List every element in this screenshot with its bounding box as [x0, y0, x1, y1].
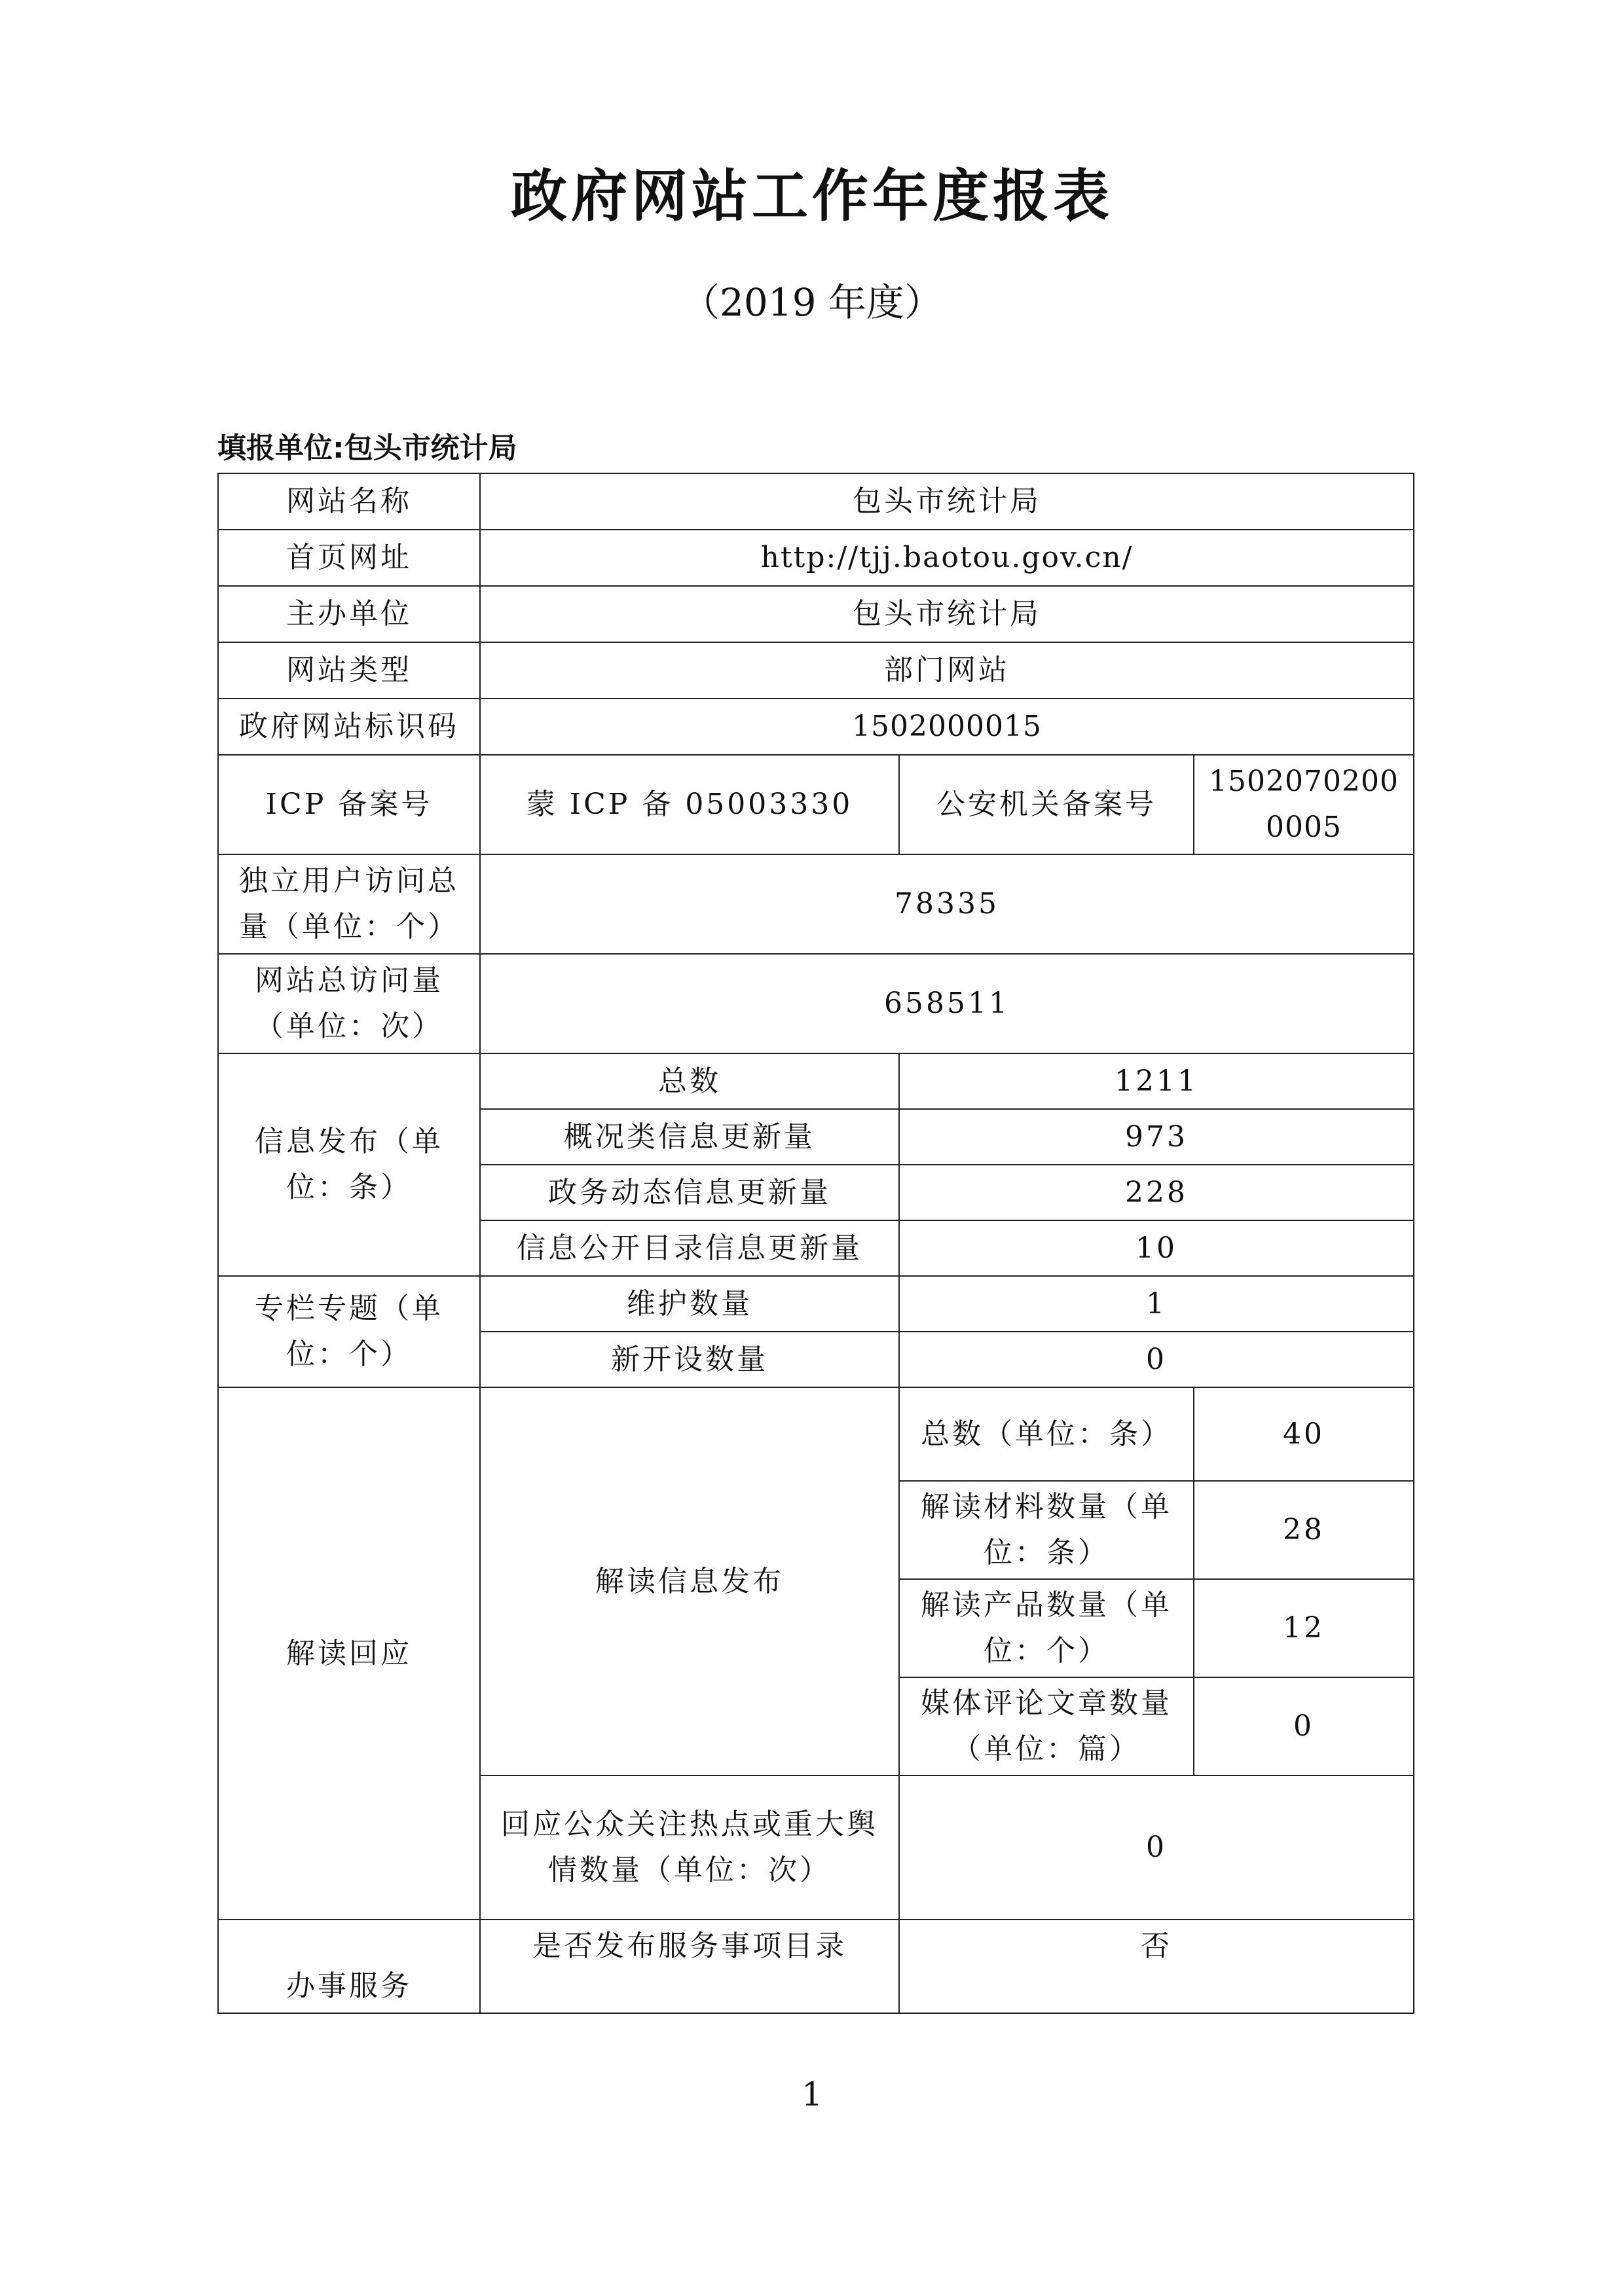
column-item-label: 新开设数量 [480, 1332, 899, 1387]
report-table [217, 473, 1414, 2014]
row-icp [218, 755, 1414, 854]
value-site-name: 包头市统计局 [480, 473, 1414, 530]
label-interp-response: 回应公众关注热点或重大舆情数量（单位：次） [480, 1776, 899, 1920]
label-services: 办事服务 [218, 1920, 480, 2013]
label-police-record: 公安机关备案号 [899, 755, 1194, 854]
row-total-visits [218, 954, 1414, 1053]
label-homepage: 首页网址 [218, 530, 480, 586]
info-item-label: 概况类信息更新量 [480, 1109, 899, 1165]
info-item-label: 信息公开目录信息更新量 [480, 1220, 899, 1276]
row-site-id [218, 699, 1414, 755]
label-site-name: 网站名称 [218, 473, 480, 530]
report-year: （2019 年度） [681, 280, 943, 325]
info-item-value: 10 [899, 1220, 1414, 1276]
row-info-total [218, 1053, 1414, 1109]
label-site-id: 政府网站标识码 [218, 699, 480, 755]
label-interp-publish: 解读信息发布 [480, 1387, 899, 1776]
column-item-value: 0 [899, 1332, 1414, 1387]
interp-item-value: 40 [1194, 1387, 1414, 1481]
column-item-value: 1 [899, 1276, 1414, 1332]
value-site-type: 部门网站 [480, 642, 1414, 699]
row-unique-visitors [218, 854, 1414, 954]
report-title: 政府网站工作年度报表 [511, 164, 1113, 229]
value-site-id: 1502000015 [480, 699, 1414, 755]
row-services-catalog [218, 1920, 1414, 2013]
interp-item-label: 总数（单位：条） [899, 1387, 1194, 1481]
row-sponsor [218, 586, 1414, 642]
label-columns: 专栏专题（单位：个） [218, 1276, 480, 1387]
value-icp: 蒙 ICP 备 05003330 [480, 755, 899, 854]
label-total-visits: 网站总访问量（单位：次） [218, 954, 480, 1053]
label-info-publish: 信息发布（单位：条） [218, 1053, 480, 1276]
value-total-visits: 658511 [480, 954, 1414, 1053]
value-unique-visitors: 78335 [480, 854, 1414, 954]
value-interp-response: 0 [899, 1776, 1414, 1920]
interp-item-value: 28 [1194, 1481, 1414, 1579]
services-item-label: 是否发布服务事项目录 [480, 1920, 899, 2013]
interp-item-label: 解读产品数量（单位：个） [899, 1579, 1194, 1677]
column-item-label: 维护数量 [480, 1276, 899, 1332]
info-item-value: 973 [899, 1109, 1414, 1165]
label-icp: ICP 备案号 [218, 755, 480, 854]
interp-item-value: 0 [1194, 1677, 1414, 1776]
info-item-label: 总数 [480, 1053, 899, 1109]
row-site-type [218, 642, 1414, 699]
label-interpretation: 解读回应 [218, 1387, 480, 1920]
label-unique-visitors: 独立用户访问总量（单位：个） [218, 854, 480, 954]
row-homepage [218, 530, 1414, 586]
interp-item-label: 媒体评论文章数量（单位：篇） [899, 1677, 1194, 1776]
interp-item-value: 12 [1194, 1579, 1414, 1677]
value-police-record: 15020702000005 [1194, 755, 1414, 854]
label-site-type: 网站类型 [218, 642, 480, 699]
interp-item-label: 解读材料数量（单位：条） [899, 1481, 1194, 1579]
row-interp-total [218, 1387, 1414, 1481]
value-sponsor: 包头市统计局 [480, 586, 1414, 642]
row-site-name [218, 473, 1414, 530]
services-item-value: 否 [899, 1920, 1414, 2013]
page-number: 1 [802, 2075, 822, 2113]
info-item-value: 1211 [899, 1053, 1414, 1109]
info-item-label: 政务动态信息更新量 [480, 1165, 899, 1220]
row-column-maintain [218, 1276, 1414, 1332]
value-homepage: http://tjj.baotou.gov.cn/ [480, 530, 1414, 586]
label-sponsor: 主办单位 [218, 586, 480, 642]
filling-unit: 填报单位:包头市统计局 [217, 431, 517, 465]
info-item-value: 228 [899, 1165, 1414, 1220]
